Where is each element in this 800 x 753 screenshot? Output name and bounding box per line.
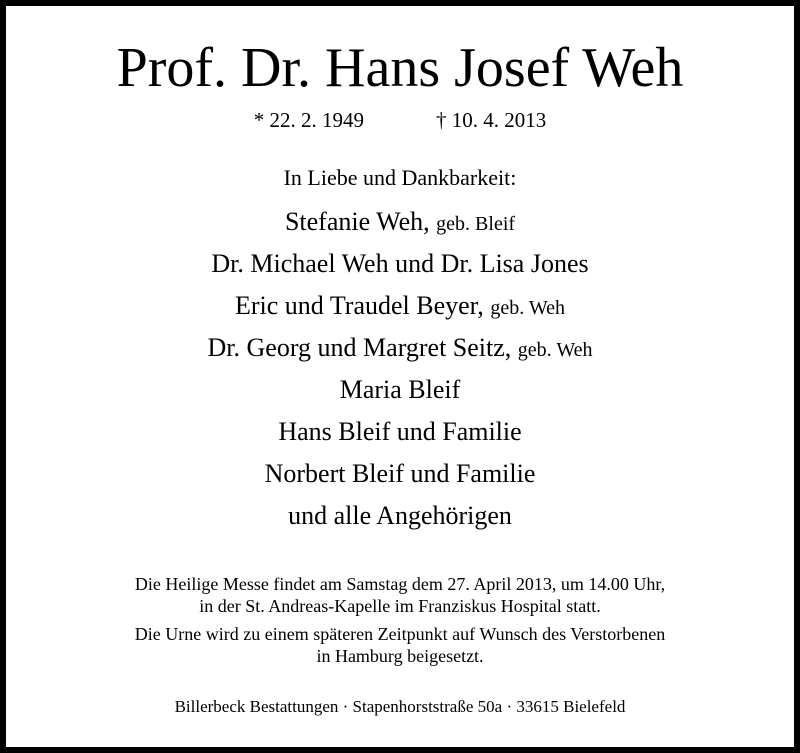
mourner-name: und alle Angehörigen [288, 501, 512, 530]
mourner-line [6, 496, 794, 538]
service-details [6, 573, 794, 673]
death-date: † 10. 4. 2013 [436, 108, 547, 132]
mourner-name: Maria Bleif [339, 375, 461, 404]
mourner-suffix: geb. Weh [517, 339, 593, 361]
mourner-line [6, 202, 794, 244]
deceased-name: Prof. Dr. Hans Josef Weh [116, 37, 684, 99]
mourner-suffix: geb. Weh [490, 297, 565, 319]
mourners-intro: In Liebe und Dankbarkeit: [283, 165, 517, 190]
mourners-list [6, 202, 794, 538]
mourner-line [6, 412, 794, 454]
mourner-name: Norbert Bleif und Familie [264, 459, 536, 488]
mourner-suffix: geb. Bleif [436, 213, 516, 235]
urn-announcement: Die Urne wird zu einem späteren Zeitpunkt auf Wunsch des Verstorbenen in Hamburg beigesetzt. [134, 624, 666, 666]
life-dates [6, 107, 794, 133]
mass-announcement: Die Heilige Messe findet am Samstag dem 27. April 2013, um 14.00 Uhr, in der St. Andreas-Kapelle im Franziskus Hospital statt. [134, 574, 666, 616]
mourner-name: Stefanie Weh, [284, 207, 430, 236]
mourner-line [6, 328, 794, 370]
mourner-line [6, 454, 794, 496]
mourner-name: Hans Bleif und Familie [278, 417, 522, 446]
mourner-line [6, 370, 794, 412]
undertaker-line: Billerbeck Bestattungen · Stapenhorststraße 50a · 33615 Bielefeld [174, 697, 626, 716]
mourner-line [6, 286, 794, 328]
birth-date: * 22. 2. 1949 [253, 108, 364, 132]
mourner-name: Dr. Michael Weh und Dr. Lisa Jones [211, 249, 589, 278]
mourner-line [6, 244, 794, 286]
mourner-name: Eric und Traudel Beyer, [235, 291, 484, 320]
mourner-name: Dr. Georg und Margret Seitz, [207, 333, 512, 362]
